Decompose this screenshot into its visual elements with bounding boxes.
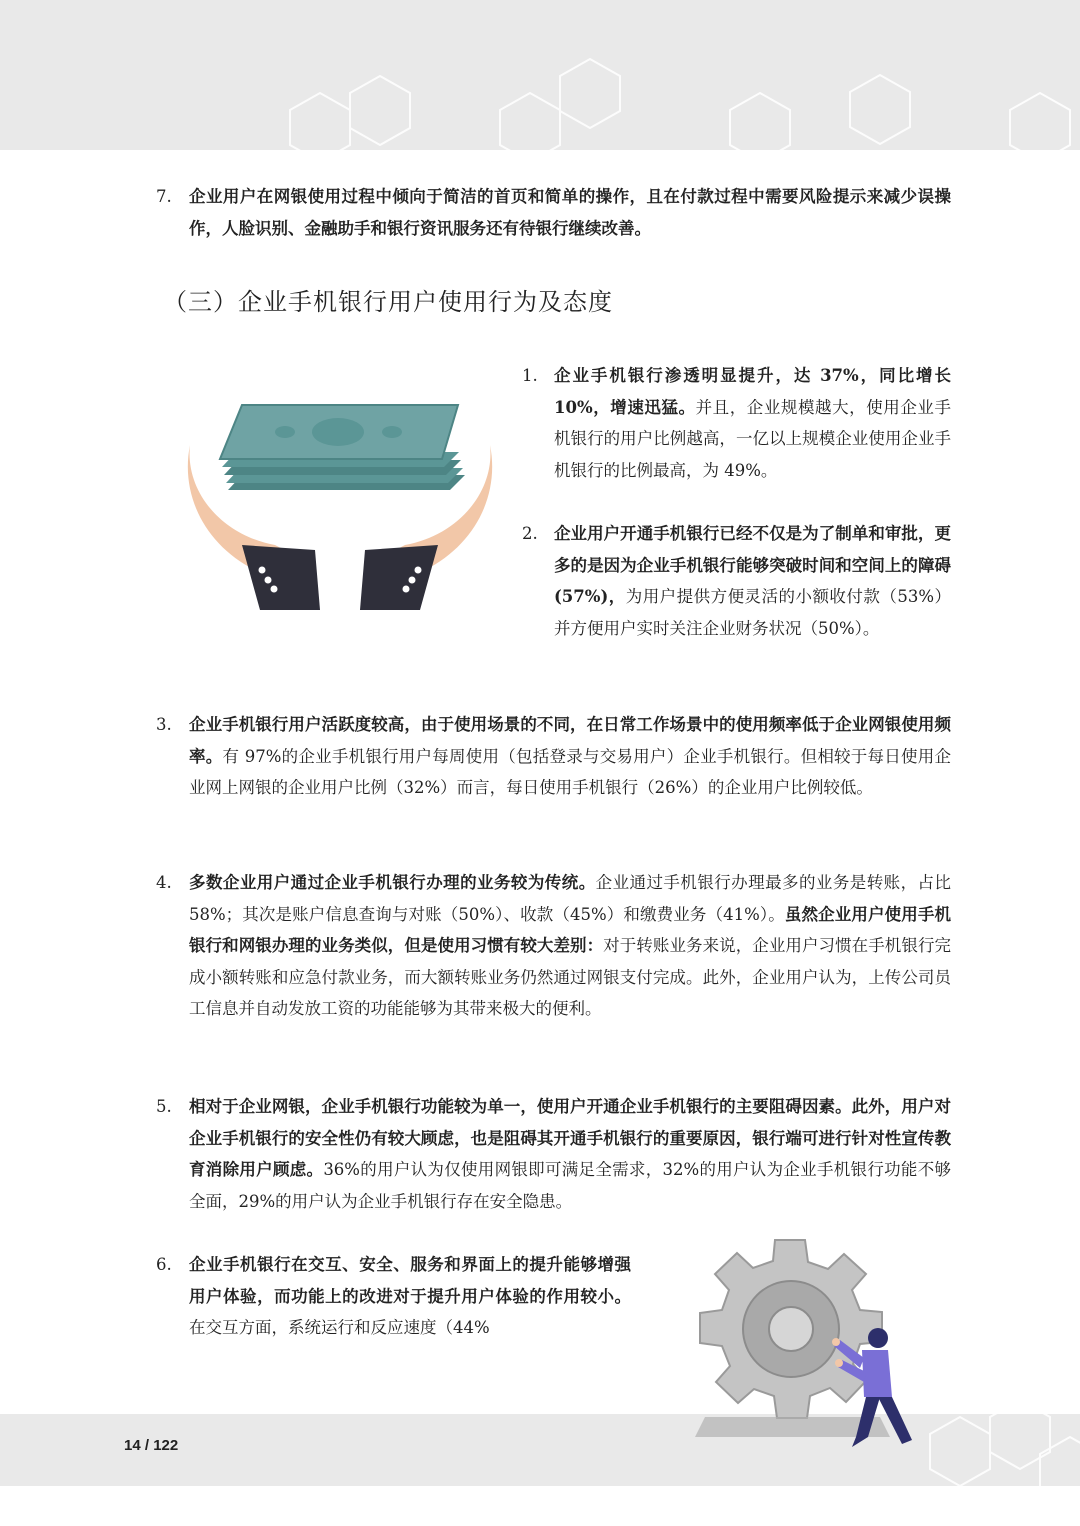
item1-bold: 企业手机银行渗透明显提升，达 37%，同比增长 10%，增速迅猛。 bbox=[554, 366, 951, 417]
item7-number: 7. bbox=[156, 187, 172, 206]
item5-bold: 相对于企业网银，企业手机银行功能较为单一，使用户开通企业手机银行的主要阻碍因素。此外，用户对企业手机银行的安全性仍有较大顾虑，也是阻碍其开通手机银行的重要原因，银行端可进行针对性宣传教育消除用户顾虑。 bbox=[189, 1097, 951, 1179]
section-title: （三）企业手机银行用户使用行为及态度 bbox=[163, 288, 613, 316]
item3-text bbox=[189, 709, 951, 804]
item1-number: 1. bbox=[522, 366, 538, 385]
hexagon-pattern-icon bbox=[0, 0, 1080, 150]
item6-body: 在交互方面，系统运行和反应速度（44% bbox=[189, 1318, 490, 1337]
item4-body2: 对于转账业务来说，企业用户习惯在手机银行完成小额转账和应急付款业务，而大额转账业务仍然通过网银支付完成。此外，企业用户认为，上传公司员工信息并自动发放工资的功能能够为其带来极大的便利。 bbox=[189, 936, 952, 1018]
item7-text bbox=[189, 181, 951, 244]
item4-bold1: 多数企业用户通过企业手机银行办理的业务较为传统。 bbox=[189, 873, 596, 892]
header-band bbox=[0, 0, 1080, 150]
item3-number: 3. bbox=[156, 715, 172, 734]
gear-man-illustration bbox=[680, 1232, 930, 1482]
item1-text bbox=[554, 360, 951, 486]
item3-body: 有 97%的企业手机银行用户每周使用（包括登录与交易用户）企业手机银行。但相较于每日使用企业网上网银的企业用户比例（32%）而言，每日使用手机银行（26%）的企业用户比例较低。 bbox=[189, 746, 952, 797]
item6-number: 6. bbox=[156, 1255, 172, 1274]
page-current: 14 bbox=[124, 1437, 141, 1454]
item4-bold2: 虽然企业用户使用手机银行和网银办理的业务类似，但是使用习惯有较大差别： bbox=[189, 904, 952, 955]
item5-number: 5. bbox=[156, 1097, 172, 1116]
item5-text bbox=[189, 1091, 951, 1217]
item4-body1: 企业通过手机银行办理最多的业务是转账，占比 58%；其次是账户信息查询与对账（50%）、收款（45%）和缴费业务（41%）。 bbox=[189, 873, 952, 924]
item1-body: 并且，企业规模越大，使用企业手机银行的用户比例越高，一亿以上规模企业使用企业手机银行的比例最高，为 49%。 bbox=[554, 397, 952, 480]
item2-text bbox=[554, 518, 951, 644]
item5-body: 36%的用户认为仅使用网银即可满足全需求，32%的用户认为企业手机银行功能不够全面，29%的用户认为企业手机银行存在安全隐患。 bbox=[189, 1160, 951, 1211]
item6-text bbox=[189, 1249, 631, 1344]
page-number bbox=[124, 1437, 178, 1454]
item2-number: 2. bbox=[522, 524, 538, 543]
money-hands-illustration bbox=[180, 395, 500, 610]
item4-number: 4. bbox=[156, 873, 172, 892]
page-separator: / bbox=[140, 1437, 154, 1454]
page-total: 122 bbox=[153, 1437, 179, 1454]
item2-bold: 企业用户开通手机银行已经不仅是为了制单和审批，更多的是因为企业手机银行能够突破时间和空间上的障碍 (57%)， bbox=[554, 524, 951, 606]
item7-bold: 企业用户在网银使用过程中倾向于简洁的首页和简单的操作，且在付款过程中需要风险提示来减少误操作，人脸识别、金融助手和银行资讯服务还有待银行继续改善。 bbox=[189, 187, 951, 238]
item4-text bbox=[189, 867, 951, 1025]
item6-bold: 企业手机银行在交互、安全、服务和界面上的提升能够增强用户体验，而功能上的改进对于提升用户体验的作用较小。 bbox=[189, 1255, 631, 1306]
item3-bold: 企业手机银行用户活跃度较高，由于使用场景的不同，在日常工作场景中的使用频率低于企业网银使用频率。 bbox=[189, 715, 951, 766]
item2-body: 为用户提供方便灵活的小额收付款（53%）并方便用户实时关注企业财务状况（50%）。 bbox=[554, 587, 951, 638]
